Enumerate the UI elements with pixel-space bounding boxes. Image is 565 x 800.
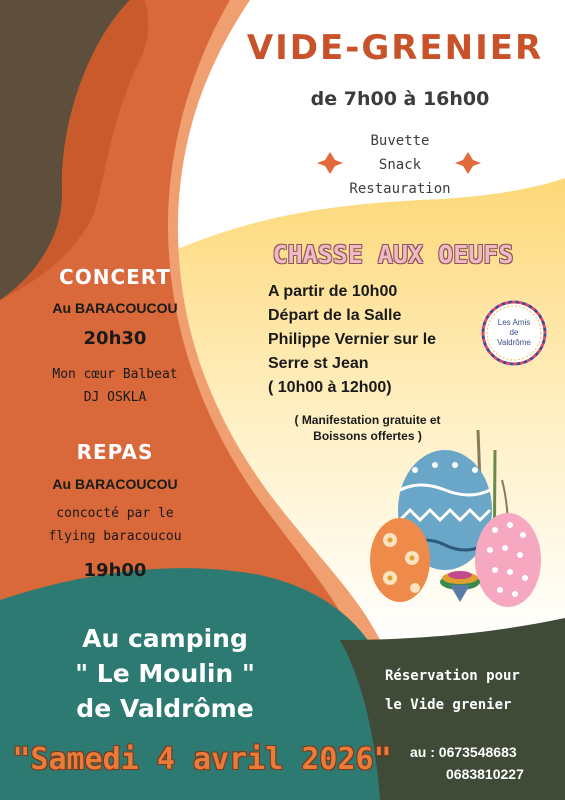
reservation-phone: 0683810227 [446, 766, 524, 782]
meal-title: REPAS [76, 440, 154, 464]
egg-hunt-line: Philippe Vernier sur le [268, 331, 437, 348]
egg-hunt-title: CHASSE AUX OEUFS [272, 240, 514, 269]
meal-by-line: concocté par le [56, 506, 174, 521]
logo-line: Les Amis [497, 318, 531, 327]
egg-hunt-line: Départ de la Salle [268, 307, 402, 324]
event-date: "Samedi 4 avril 2026" [12, 742, 392, 777]
reservation-phone: au : 0673548683 [410, 744, 517, 760]
logo-text [478, 318, 550, 348]
egg-hunt-line: Serre st Jean [268, 355, 369, 372]
location-line: Au camping [82, 624, 248, 653]
concert-artist: Mon cœur Balbeat [52, 367, 178, 382]
egg-hunt-note: Boissons offertes ) [313, 429, 422, 443]
egg-hunt-line: A partir de 10h00 [268, 283, 398, 300]
logo-line: de [509, 328, 519, 337]
food-item-buvette: Buvette [370, 133, 430, 149]
easter-eggs-illustration-icon [360, 410, 560, 620]
food-item-snack: Snack [378, 157, 422, 173]
location-line: de Valdrôme [76, 694, 254, 723]
event-title: VIDE-GRENIER [246, 28, 544, 68]
event-hours: de 7h00 à 16h00 [310, 88, 490, 110]
meal-time: 19h00 [83, 560, 147, 581]
egg-hunt-line: ( 10h00 à 12h00) [268, 379, 392, 396]
reservation-line: le Vide grenier [385, 697, 512, 713]
concert-title: CONCERT [59, 265, 171, 289]
reservation-line: Réservation pour [385, 668, 520, 684]
egg-hunt-note: ( Manifestation gratuite et [294, 413, 441, 427]
food-item-restauration: Restauration [349, 181, 451, 197]
location-line: " Le Moulin " [75, 659, 255, 688]
logo-line: Valdrôme [497, 338, 531, 347]
concert-time: 20h30 [83, 328, 147, 349]
concert-artist: DJ OSKLA [83, 390, 147, 405]
meal-venue: Au BARACOUCOU [52, 476, 178, 492]
concert-venue: Au BARACOUCOU [52, 300, 178, 316]
meal-by-line: flying baracoucou [48, 529, 182, 544]
